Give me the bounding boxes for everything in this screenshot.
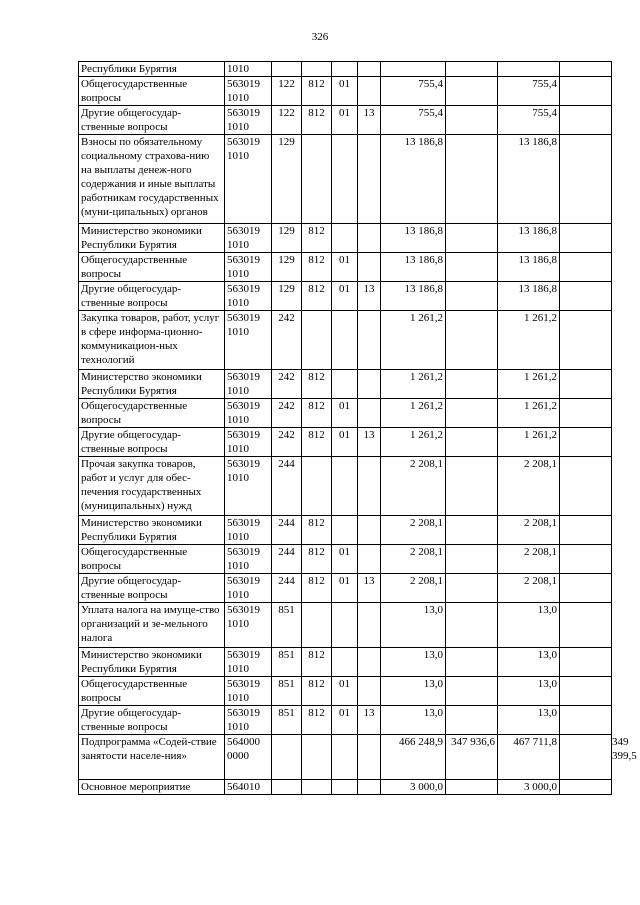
row-amount-1: 13 186,8 bbox=[381, 253, 446, 282]
row-amount-2 bbox=[446, 574, 498, 603]
row-rz: 01 bbox=[332, 574, 358, 603]
row-amount-5 bbox=[612, 457, 637, 516]
row-amount-4 bbox=[560, 545, 612, 574]
row-pr bbox=[358, 224, 381, 253]
row-amount-3: 1 261,2 bbox=[498, 311, 560, 370]
table-row bbox=[79, 224, 637, 253]
row-grbs bbox=[302, 311, 332, 370]
row-grbs: 812 bbox=[302, 677, 332, 706]
row-amount-3: 755,4 bbox=[498, 77, 560, 106]
row-vr: 242 bbox=[272, 370, 302, 399]
row-amount-4 bbox=[560, 780, 612, 795]
row-grbs: 812 bbox=[302, 545, 332, 574]
row-amount-5 bbox=[612, 62, 637, 77]
row-amount-1: 2 208,1 bbox=[381, 516, 446, 545]
row-amount-1: 13,0 bbox=[381, 648, 446, 677]
row-vr: 851 bbox=[272, 677, 302, 706]
row-rz: 01 bbox=[332, 399, 358, 428]
row-amount-2 bbox=[446, 516, 498, 545]
row-amount-1: 13,0 bbox=[381, 677, 446, 706]
row-amount-4 bbox=[560, 370, 612, 399]
row-name: Министерство экономики Республики Бурятия bbox=[79, 370, 225, 399]
row-vr bbox=[272, 735, 302, 780]
row-grbs: 812 bbox=[302, 428, 332, 457]
row-amount-2 bbox=[446, 780, 498, 795]
row-grbs: 812 bbox=[302, 516, 332, 545]
row-amount-2 bbox=[446, 311, 498, 370]
row-amount-4 bbox=[560, 735, 612, 780]
row-rz bbox=[332, 224, 358, 253]
row-pr bbox=[358, 457, 381, 516]
row-vr: 244 bbox=[272, 457, 302, 516]
row-code: 1010 bbox=[225, 62, 272, 77]
row-amount-1: 13,0 bbox=[381, 706, 446, 735]
row-code: 563019 1010 bbox=[225, 224, 272, 253]
row-amount-5 bbox=[612, 370, 637, 399]
row-amount-1: 466 248,9 bbox=[381, 735, 446, 780]
row-name: Другие общегосудар-ственные вопросы bbox=[79, 106, 225, 135]
row-pr bbox=[358, 135, 381, 224]
row-vr: 244 bbox=[272, 516, 302, 545]
row-grbs: 812 bbox=[302, 706, 332, 735]
page-number: 326 bbox=[311, 31, 329, 43]
table-row bbox=[79, 677, 637, 706]
row-amount-1: 755,4 bbox=[381, 77, 446, 106]
row-vr: 851 bbox=[272, 706, 302, 735]
row-amount-4 bbox=[560, 677, 612, 706]
row-code: 563019 1010 bbox=[225, 706, 272, 735]
row-grbs: 812 bbox=[302, 574, 332, 603]
row-amount-2 bbox=[446, 62, 498, 77]
row-amount-3: 13,0 bbox=[498, 603, 560, 648]
row-vr: 129 bbox=[272, 253, 302, 282]
row-rz bbox=[332, 780, 358, 795]
row-amount-4 bbox=[560, 516, 612, 545]
row-amount-4 bbox=[560, 62, 612, 77]
row-vr bbox=[272, 62, 302, 77]
row-rz bbox=[332, 457, 358, 516]
row-name: Министерство экономики Республики Бурятия bbox=[79, 648, 225, 677]
row-amount-3: 2 208,1 bbox=[498, 457, 560, 516]
row-name: Министерство экономики Республики Бурятия bbox=[79, 516, 225, 545]
row-vr: 122 bbox=[272, 106, 302, 135]
row-rz: 01 bbox=[332, 106, 358, 135]
table-row bbox=[79, 706, 637, 735]
row-code: 563019 1010 bbox=[225, 516, 272, 545]
row-code: 563019 1010 bbox=[225, 457, 272, 516]
row-amount-3: 13 186,8 bbox=[498, 135, 560, 224]
row-code: 564010 bbox=[225, 780, 272, 795]
row-grbs bbox=[302, 603, 332, 648]
row-amount-3: 3 000,0 bbox=[498, 780, 560, 795]
table-row bbox=[79, 282, 637, 311]
row-name: Другие общегосудар-ственные вопросы bbox=[79, 282, 225, 311]
row-grbs: 812 bbox=[302, 106, 332, 135]
row-amount-2 bbox=[446, 253, 498, 282]
row-amount-5 bbox=[612, 282, 637, 311]
row-grbs bbox=[302, 457, 332, 516]
row-amount-4 bbox=[560, 282, 612, 311]
row-pr bbox=[358, 677, 381, 706]
row-grbs bbox=[302, 135, 332, 224]
row-amount-1: 13,0 bbox=[381, 603, 446, 648]
row-code: 563019 1010 bbox=[225, 399, 272, 428]
row-pr bbox=[358, 545, 381, 574]
row-amount-2 bbox=[446, 370, 498, 399]
row-grbs: 812 bbox=[302, 648, 332, 677]
row-amount-3: 13 186,8 bbox=[498, 282, 560, 311]
row-name: Общегосударственные вопросы bbox=[79, 253, 225, 282]
row-amount-4 bbox=[560, 706, 612, 735]
row-vr: 129 bbox=[272, 224, 302, 253]
row-amount-3: 1 261,2 bbox=[498, 370, 560, 399]
row-grbs bbox=[302, 780, 332, 795]
row-code: 563019 1010 bbox=[225, 370, 272, 399]
row-code: 563019 1010 bbox=[225, 135, 272, 224]
row-rz bbox=[332, 311, 358, 370]
row-amount-1: 1 261,2 bbox=[381, 399, 446, 428]
row-code: 563019 1010 bbox=[225, 106, 272, 135]
row-rz: 01 bbox=[332, 706, 358, 735]
row-grbs: 812 bbox=[302, 282, 332, 311]
row-pr: 13 bbox=[358, 282, 381, 311]
row-amount-4 bbox=[560, 311, 612, 370]
row-name: Другие общегосудар-ственные вопросы bbox=[79, 574, 225, 603]
row-amount-2 bbox=[446, 399, 498, 428]
table-row bbox=[79, 399, 637, 428]
row-amount-5 bbox=[612, 574, 637, 603]
row-pr bbox=[358, 311, 381, 370]
row-pr bbox=[358, 62, 381, 77]
row-amount-4 bbox=[560, 135, 612, 224]
row-vr: 851 bbox=[272, 648, 302, 677]
table-row bbox=[79, 253, 637, 282]
row-code: 563019 1010 bbox=[225, 677, 272, 706]
row-rz: 01 bbox=[332, 428, 358, 457]
row-amount-2 bbox=[446, 135, 498, 224]
row-name: Прочая закупка товаров, работ и услуг для обес-печения государственных (муниципальных) нужд bbox=[79, 457, 225, 516]
row-code: 563019 1010 bbox=[225, 282, 272, 311]
row-amount-5 bbox=[612, 648, 637, 677]
row-vr: 129 bbox=[272, 135, 302, 224]
row-amount-1: 3 000,0 bbox=[381, 780, 446, 795]
row-grbs: 812 bbox=[302, 77, 332, 106]
row-vr bbox=[272, 780, 302, 795]
row-grbs: 812 bbox=[302, 224, 332, 253]
row-rz: 01 bbox=[332, 545, 358, 574]
row-pr: 13 bbox=[358, 106, 381, 135]
row-pr bbox=[358, 780, 381, 795]
row-amount-4 bbox=[560, 648, 612, 677]
row-amount-1: 2 208,1 bbox=[381, 574, 446, 603]
row-rz bbox=[332, 370, 358, 399]
row-amount-2 bbox=[446, 603, 498, 648]
row-amount-2 bbox=[446, 706, 498, 735]
row-vr: 122 bbox=[272, 77, 302, 106]
row-rz: 01 bbox=[332, 677, 358, 706]
row-vr: 244 bbox=[272, 574, 302, 603]
table-row bbox=[79, 135, 637, 224]
row-amount-2 bbox=[446, 106, 498, 135]
row-amount-4 bbox=[560, 574, 612, 603]
row-amount-4 bbox=[560, 106, 612, 135]
row-amount-5 bbox=[612, 706, 637, 735]
row-code: 563019 1010 bbox=[225, 77, 272, 106]
row-amount-1: 13 186,8 bbox=[381, 224, 446, 253]
table-row bbox=[79, 106, 637, 135]
row-amount-3: 13 186,8 bbox=[498, 253, 560, 282]
row-amount-3: 1 261,2 bbox=[498, 399, 560, 428]
table-row bbox=[79, 735, 637, 780]
row-name: Закупка товаров, работ, услуг в сфере информа-ционно-коммуникацион-ных технологий bbox=[79, 311, 225, 370]
row-name: Другие общегосудар-ственные вопросы bbox=[79, 706, 225, 735]
row-amount-1: 1 261,2 bbox=[381, 428, 446, 457]
row-amount-5 bbox=[612, 399, 637, 428]
row-amount-4 bbox=[560, 399, 612, 428]
row-amount-5 bbox=[612, 780, 637, 795]
row-pr bbox=[358, 516, 381, 545]
row-grbs bbox=[302, 735, 332, 780]
row-amount-5 bbox=[612, 516, 637, 545]
table-row bbox=[79, 370, 637, 399]
row-amount-1: 13 186,8 bbox=[381, 135, 446, 224]
row-amount-2 bbox=[446, 282, 498, 311]
row-name: Общегосударственные вопросы bbox=[79, 545, 225, 574]
row-amount-5 bbox=[612, 677, 637, 706]
row-amount-1: 755,4 bbox=[381, 106, 446, 135]
row-code: 563019 1010 bbox=[225, 648, 272, 677]
row-rz bbox=[332, 648, 358, 677]
row-grbs: 812 bbox=[302, 253, 332, 282]
row-pr bbox=[358, 399, 381, 428]
row-grbs: 812 bbox=[302, 399, 332, 428]
row-name: Общегосударственные вопросы bbox=[79, 399, 225, 428]
row-grbs: 812 bbox=[302, 370, 332, 399]
row-amount-3: 13,0 bbox=[498, 677, 560, 706]
row-rz: 01 bbox=[332, 77, 358, 106]
table-row bbox=[79, 603, 637, 648]
row-code: 563019 1010 bbox=[225, 253, 272, 282]
row-amount-2: 347 936,6 bbox=[446, 735, 498, 780]
row-rz bbox=[332, 516, 358, 545]
row-amount-2 bbox=[446, 77, 498, 106]
row-amount-2 bbox=[446, 224, 498, 253]
row-amount-5 bbox=[612, 77, 637, 106]
row-amount-5 bbox=[612, 135, 637, 224]
row-pr: 13 bbox=[358, 574, 381, 603]
row-vr: 242 bbox=[272, 428, 302, 457]
row-amount-1 bbox=[381, 62, 446, 77]
row-rz bbox=[332, 135, 358, 224]
row-pr bbox=[358, 370, 381, 399]
row-rz: 01 bbox=[332, 253, 358, 282]
row-code: 563019 1010 bbox=[225, 428, 272, 457]
row-amount-5 bbox=[612, 106, 637, 135]
row-amount-3: 467 711,8 bbox=[498, 735, 560, 780]
row-pr: 13 bbox=[358, 428, 381, 457]
row-amount-3 bbox=[498, 62, 560, 77]
table-body bbox=[79, 62, 637, 795]
row-rz bbox=[332, 735, 358, 780]
table-row bbox=[79, 574, 637, 603]
row-vr: 851 bbox=[272, 603, 302, 648]
row-vr: 244 bbox=[272, 545, 302, 574]
table-row bbox=[79, 311, 637, 370]
row-amount-3: 13,0 bbox=[498, 706, 560, 735]
row-amount-1: 13 186,8 bbox=[381, 282, 446, 311]
row-amount-4 bbox=[560, 77, 612, 106]
row-name: Общегосударственные вопросы bbox=[79, 77, 225, 106]
row-amount-5 bbox=[612, 545, 637, 574]
row-amount-2 bbox=[446, 648, 498, 677]
row-pr: 13 bbox=[358, 706, 381, 735]
table-row bbox=[79, 516, 637, 545]
row-code: 563019 1010 bbox=[225, 311, 272, 370]
row-name: Подпрограмма «Содей-ствие занятости населе-ния» bbox=[79, 735, 225, 780]
row-grbs bbox=[302, 62, 332, 77]
row-name: Взносы по обязательному социальному страхова-нию на выплаты денеж-ного содержания и иные выплаты работникам государственных (муни-ципальных) органов bbox=[79, 135, 225, 224]
row-code: 563019 1010 bbox=[225, 603, 272, 648]
row-amount-5 bbox=[612, 603, 637, 648]
row-vr: 242 bbox=[272, 311, 302, 370]
table-row bbox=[79, 428, 637, 457]
row-vr: 242 bbox=[272, 399, 302, 428]
row-amount-1: 1 261,2 bbox=[381, 311, 446, 370]
table-row bbox=[79, 457, 637, 516]
table-row bbox=[79, 62, 637, 77]
row-amount-3: 13 186,8 bbox=[498, 224, 560, 253]
row-amount-5 bbox=[612, 311, 637, 370]
row-amount-5: 349 399,5 bbox=[612, 735, 637, 780]
row-amount-3: 755,4 bbox=[498, 106, 560, 135]
row-amount-1: 2 208,1 bbox=[381, 545, 446, 574]
row-amount-1: 1 261,2 bbox=[381, 370, 446, 399]
row-amount-3: 1 261,2 bbox=[498, 428, 560, 457]
row-code: 564000 0000 bbox=[225, 735, 272, 780]
budget-table bbox=[78, 61, 637, 795]
table-row bbox=[79, 545, 637, 574]
row-amount-3: 2 208,1 bbox=[498, 574, 560, 603]
row-rz: 01 bbox=[332, 282, 358, 311]
table-row bbox=[79, 77, 637, 106]
row-amount-5 bbox=[612, 253, 637, 282]
row-amount-5 bbox=[612, 428, 637, 457]
row-amount-2 bbox=[446, 677, 498, 706]
row-amount-2 bbox=[446, 428, 498, 457]
row-vr: 129 bbox=[272, 282, 302, 311]
row-code: 563019 1010 bbox=[225, 574, 272, 603]
row-name: Министерство экономики Республики Бурятия bbox=[79, 224, 225, 253]
row-name: Другие общегосудар-ственные вопросы bbox=[79, 428, 225, 457]
row-amount-4 bbox=[560, 603, 612, 648]
table-row bbox=[79, 780, 637, 795]
row-amount-2 bbox=[446, 457, 498, 516]
row-amount-3: 13,0 bbox=[498, 648, 560, 677]
row-amount-5 bbox=[612, 224, 637, 253]
row-rz bbox=[332, 603, 358, 648]
row-amount-3: 2 208,1 bbox=[498, 516, 560, 545]
row-code: 563019 1010 bbox=[225, 545, 272, 574]
row-pr bbox=[358, 603, 381, 648]
row-pr bbox=[358, 253, 381, 282]
row-name: Общегосударственные вопросы bbox=[79, 677, 225, 706]
row-name: Основное мероприятие bbox=[79, 780, 225, 795]
row-amount-4 bbox=[560, 253, 612, 282]
row-pr bbox=[358, 77, 381, 106]
row-amount-4 bbox=[560, 457, 612, 516]
row-name: Уплата налога на имуще-ство организаций и зе-мельного налога bbox=[79, 603, 225, 648]
row-amount-4 bbox=[560, 224, 612, 253]
row-pr bbox=[358, 648, 381, 677]
row-amount-3: 2 208,1 bbox=[498, 545, 560, 574]
row-amount-4 bbox=[560, 428, 612, 457]
row-amount-2 bbox=[446, 545, 498, 574]
table-row bbox=[79, 648, 637, 677]
row-pr bbox=[358, 735, 381, 780]
row-amount-1: 2 208,1 bbox=[381, 457, 446, 516]
row-rz bbox=[332, 62, 358, 77]
row-name: Республики Бурятия bbox=[79, 62, 225, 77]
